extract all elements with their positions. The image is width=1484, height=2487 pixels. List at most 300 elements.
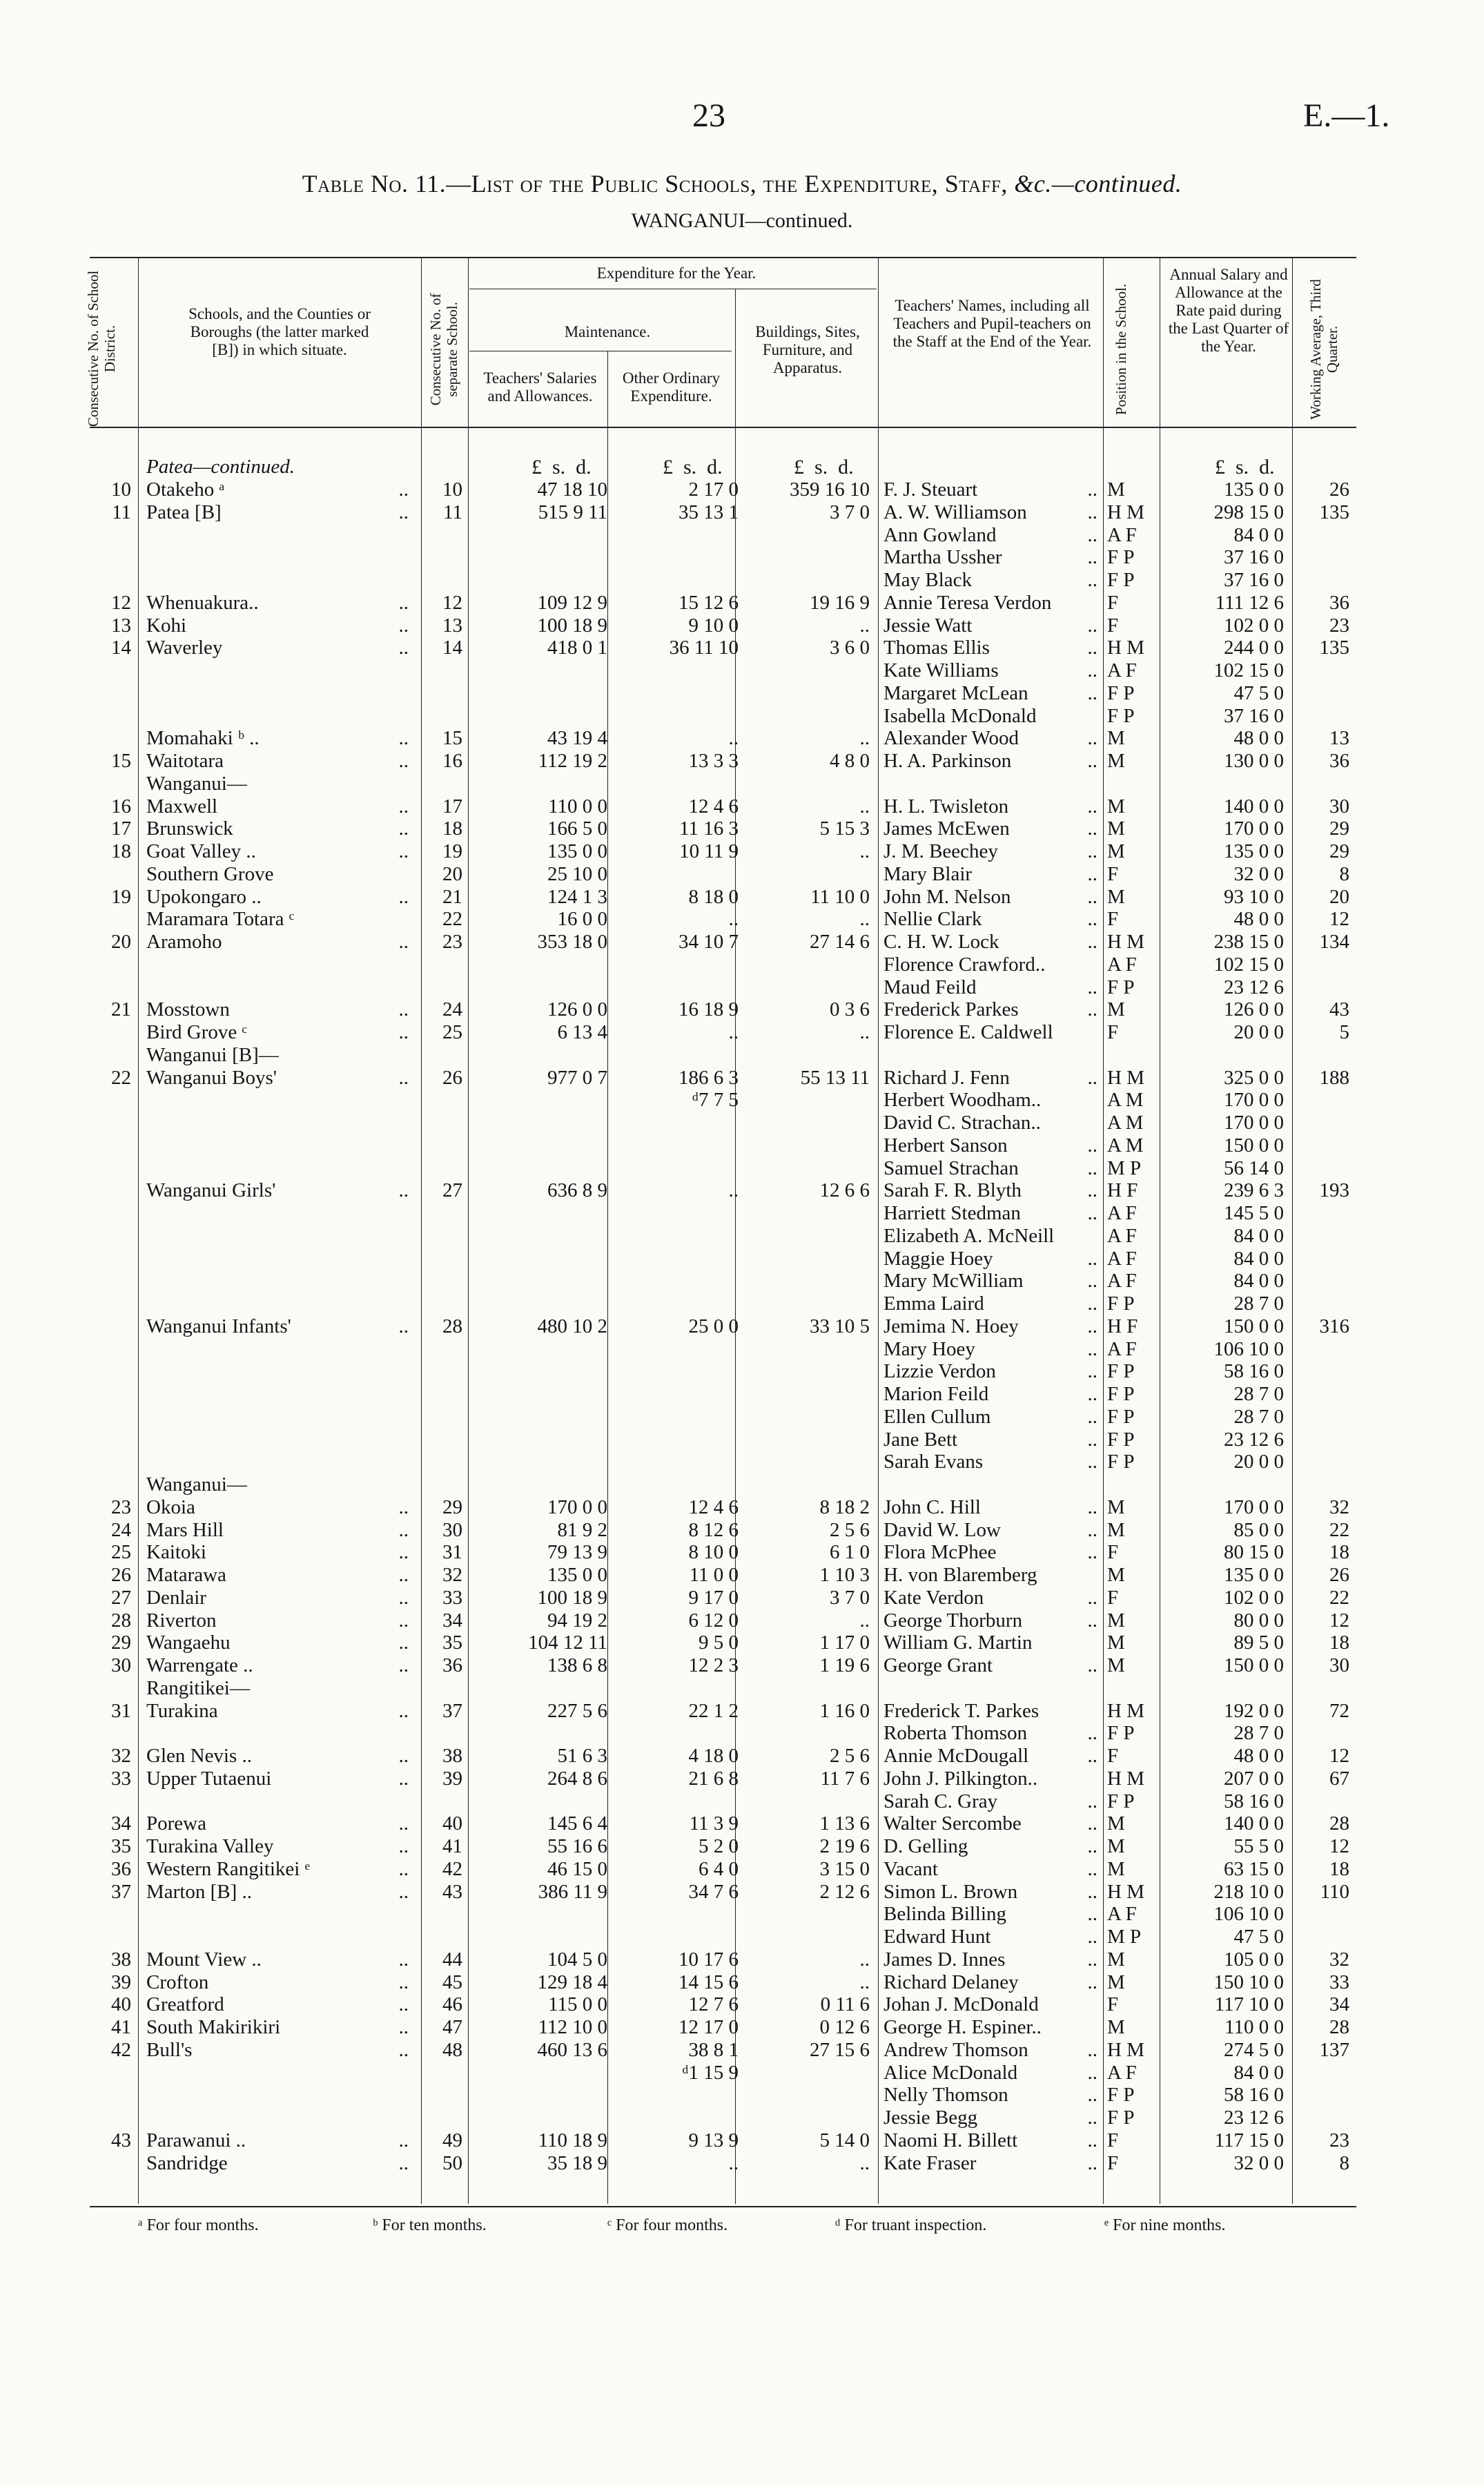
teacher-dots: .. [1087,682,1097,704]
series-reference: E.—1. [1303,97,1390,134]
school-no: 39 [442,1768,462,1790]
teacher-name: Vacant [883,1858,938,1880]
position-value: M [1107,1971,1125,1993]
position-value: H F [1107,1179,1138,1201]
annual-salary-value: 32 0 0 [1233,863,1284,885]
district-no: 12 [111,592,131,614]
position-value: M [1107,750,1125,772]
school-name: Wanganui Girls' [146,1179,276,1201]
position-value: H M [1107,1700,1144,1722]
annual-salary-value: 37 16 0 [1224,546,1284,568]
position-value: A F [1107,2062,1137,2084]
leader-dots: .. [398,886,409,908]
teacher-dots: .. [1087,1858,1097,1880]
school-no: 46 [442,1993,462,2015]
leader-dots: .. [398,2129,409,2151]
teacher-dots: .. [1087,2107,1097,2129]
district-no: 21 [111,998,131,1020]
table-row [0,524,1484,547]
table-row [0,615,1484,637]
position-value: F [1107,2152,1119,2174]
title-suffix: &c.—continued. [1007,170,1182,197]
district-no: 33 [111,1768,131,1790]
annual-salary-value: 48 0 0 [1233,1745,1284,1767]
working-average-value: 22 [1329,1519,1349,1541]
position-value: H F [1107,1315,1138,1337]
school-name: Wangaehu [146,1632,231,1654]
buildings-value: 8 18 2 [819,1496,870,1518]
table-row [0,1564,1484,1587]
buildings-value: 3 7 0 [830,501,870,523]
school-name: Crofton [146,1971,209,1993]
table-subtitle: WANGANUI—continued. [631,209,853,232]
position-value: A F [1107,1248,1137,1270]
annual-salary-value: 170 0 0 [1224,1112,1284,1134]
buildings-value: .. [859,1948,870,1971]
school-no: 31 [442,1541,462,1563]
school-no: 42 [442,1858,462,1880]
buildings-value: 1 10 3 [819,1564,870,1586]
teacher-dots: .. [1087,1881,1097,1903]
position-value: H M [1107,637,1144,659]
table-row [0,1993,1484,2016]
other-expenditure-value: 11 0 0 [689,1564,739,1586]
leader-dots: .. [398,501,409,523]
working-average-value: 30 [1329,1654,1349,1676]
annual-salary-value: 84 0 0 [1233,1248,1284,1270]
other-expenditure-value: 5 2 0 [699,1835,739,1857]
buildings-value: 3 6 0 [830,637,870,659]
teacher-name: Ellen Cullum [883,1406,991,1428]
teacher-name: Lizzie Verdon [883,1360,996,1382]
leader-dots: .. [398,817,409,840]
annual-salary-value: 298 15 0 [1213,501,1284,523]
teacher-name: May Black [883,569,973,591]
teacher-name: Jessie Watt [883,615,973,637]
other-expenditure-value: 14 15 6 [678,1971,739,1993]
header-schools: Schools, and the Counties or Boroughs (the latter marked [B]) in which situate. [188,305,371,358]
table-row [0,1451,1484,1473]
school-no: 27 [442,1179,462,1201]
working-average-value: 18 [1329,1858,1349,1880]
teacher-dots: .. [1087,1541,1097,1563]
teacher-dots: .. [1087,1812,1097,1835]
position-value: F [1107,908,1119,930]
working-average-value: 110 [1320,1881,1349,1903]
working-average-value: 13 [1329,727,1349,749]
school-no: 35 [442,1632,462,1654]
position-value: F [1107,1021,1119,1043]
buildings-value: 12 6 6 [819,1179,870,1201]
teacher-dots: .. [1087,1293,1097,1315]
salaries-value: 166 5 0 [547,817,607,840]
teacher-name: F. J. Steuart [883,478,978,501]
teacher-dots: .. [1087,1519,1097,1541]
table-row [0,2152,1484,2175]
table-row [0,546,1484,569]
salaries-value: 94 19 2 [547,1609,607,1632]
teacher-dots: .. [1087,1451,1097,1473]
position-value: H M [1107,931,1144,953]
school-name: Mount View .. [146,1948,262,1971]
table-row [0,1248,1484,1270]
school-no: 32 [442,1564,462,1586]
salaries-value: 138 6 8 [547,1654,607,1676]
district-no: 41 [111,2016,131,2038]
district-no: 23 [111,1496,131,1518]
annual-salary-value: 111 12 6 [1215,592,1284,614]
teacher-dots: .. [1087,1202,1097,1224]
annual-salary-value: 56 14 0 [1224,1157,1284,1179]
position-value: M [1107,840,1125,862]
working-average-value: 193 [1319,1179,1349,1201]
table-row [0,682,1484,705]
unit-other: £ s. d. [663,456,723,478]
salaries-value: 135 0 0 [547,1564,607,1586]
table-row [0,976,1484,999]
table-row [0,569,1484,592]
position-value: A F [1107,1202,1137,1224]
other-expenditure-value: 186 6 3 [678,1067,739,1089]
school-no: 34 [442,1609,462,1632]
district-no: 29 [111,1632,131,1654]
annual-salary-value: 150 10 0 [1213,1971,1284,1993]
teacher-name: George Grant [883,1654,993,1676]
salaries-value: 35 18 9 [547,2152,607,2174]
salaries-value: 109 12 9 [537,592,607,614]
other-expenditure-value: 12 4 6 [688,795,739,817]
buildings-value: 1 17 0 [819,1632,870,1654]
teacher-name: Jane Bett [883,1429,958,1451]
teacher-dots: .. [1087,998,1097,1020]
teacher-dots: .. [1087,1360,1097,1382]
teacher-dots: .. [1087,1067,1097,1089]
other-expenditure-value: ᵈ1 15 9 [682,2062,739,2084]
position-value: F P [1107,1790,1135,1812]
teacher-name: A. W. Williamson [883,501,1027,523]
teacher-name: Andrew Thomson [883,2039,1028,2061]
annual-salary-value: 80 15 0 [1224,1541,1284,1563]
annual-salary-value: 239 6 3 [1224,1179,1284,1201]
table-row [0,1179,1484,1202]
salaries-value: 386 11 9 [538,1881,607,1903]
school-no: 22 [442,908,462,930]
school-name: South Makirikiri [146,2016,281,2038]
teacher-name: Maud Feild [883,976,977,998]
annual-salary-value: 48 0 0 [1233,908,1284,930]
salaries-value: 170 0 0 [547,1496,607,1518]
teacher-name: Annie McDougall [883,1745,1029,1767]
district-no: 34 [111,1812,131,1835]
teacher-dots: .. [1087,727,1097,749]
footnote-e: ᵉ For nine months. [1104,2216,1226,2234]
teacher-name: Johan J. McDonald [883,1993,1039,2015]
other-expenditure-value: 8 10 0 [688,1541,739,1563]
annual-salary-value: 28 7 0 [1233,1383,1284,1405]
position-value: F [1107,1587,1119,1609]
leader-dots: .. [398,931,409,953]
salaries-value: 55 16 6 [547,1835,607,1857]
table-row [0,1383,1484,1406]
annual-salary-value: 80 0 0 [1233,1609,1284,1632]
school-no: 12 [442,592,462,614]
district-no: 16 [111,795,131,817]
teacher-name: Alexander Wood [883,727,1019,749]
salaries-value: 227 5 6 [547,1700,607,1722]
other-expenditure-value: 38 8 1 [688,2039,739,2061]
table-row [0,1745,1484,1768]
other-expenditure-value: 35 13 1 [678,501,739,523]
table-row [0,1089,1484,1112]
school-name: Parawanui .. [146,2129,246,2151]
school-no: 47 [442,2016,462,2038]
position-value: F [1107,2129,1119,2151]
table-row [0,931,1484,954]
school-name: Whenuakura.. [146,592,259,614]
buildings-value: 55 13 11 [800,1067,870,1089]
table-row [0,1700,1484,1723]
leader-dots: .. [398,1021,409,1043]
teacher-name: H. von Blaremberg [883,1564,1037,1586]
table-row [0,1293,1484,1315]
teacher-dots: .. [1087,1496,1097,1518]
annual-salary-value: 89 5 0 [1233,1632,1284,1654]
table-row [0,1067,1484,1090]
salaries-value: 46 15 0 [547,1858,607,1880]
teacher-dots: .. [1087,840,1097,862]
district-no: 27 [111,1587,131,1609]
other-expenditure-value: 9 17 0 [688,1587,739,1609]
district-no: 14 [111,637,131,659]
district-no: 30 [111,1654,131,1676]
working-average-value: 36 [1329,750,1349,772]
teacher-name: John C. Hill [883,1496,981,1518]
working-average-value: 12 [1329,908,1349,930]
salaries-value: 104 12 11 [528,1632,607,1654]
position-value: F P [1107,1451,1135,1473]
working-average-value: 29 [1329,840,1349,862]
annual-salary-value: 274 5 0 [1224,2039,1284,2061]
school-name: Waitotara [146,750,224,772]
other-expenditure-value: 25 0 0 [688,1315,739,1337]
group-heading: Rangitikei— [146,1677,250,1699]
table-row [0,705,1484,728]
table-row [0,1270,1484,1293]
annual-salary-value: 117 10 0 [1214,1993,1284,2015]
table-row [0,2062,1484,2084]
buildings-value: 27 14 6 [810,931,870,953]
working-average-value: 36 [1329,592,1349,614]
annual-salary-value: 106 10 0 [1213,1903,1284,1925]
table-row [0,1858,1484,1881]
buildings-value: 1 16 0 [819,1700,870,1722]
district-no: 38 [111,1948,131,1971]
leader-dots: .. [398,592,409,614]
teacher-name: J. M. Beechey [883,840,998,862]
teacher-name: Roberta Thomson [883,1722,1028,1744]
annual-salary-value: 48 0 0 [1233,727,1284,749]
teacher-name: David W. Low [883,1519,1001,1541]
school-no: 33 [442,1587,462,1609]
position-value: F P [1107,976,1135,998]
header-district-no: Consecutive No. of School District. [85,270,118,427]
salaries-value: 104 5 0 [547,1948,607,1971]
school-no: 29 [442,1496,462,1518]
working-average-value: 29 [1329,817,1349,840]
district-no: 22 [111,1067,131,1089]
table-row [0,1654,1484,1677]
teacher-name: George Thorburn [883,1609,1023,1632]
annual-salary-value: 85 0 0 [1233,1519,1284,1541]
salaries-value: 81 9 2 [557,1519,607,1541]
leader-dots: .. [398,998,409,1020]
leader-dots: .. [398,2152,409,2174]
position-value: F P [1107,1360,1135,1382]
annual-salary-value: 47 5 0 [1233,682,1284,704]
teacher-name: Sarah C. Gray [883,1790,998,1812]
school-name: Mars Hill [146,1519,224,1541]
other-expenditure-value: 9 10 0 [688,615,739,637]
school-no: 30 [442,1519,462,1541]
school-name: Glen Nevis .. [146,1745,253,1767]
annual-salary-value: 37 16 0 [1224,705,1284,727]
annual-salary-value: 238 15 0 [1213,931,1284,953]
unit-annual: £ s. d. [1215,456,1275,478]
other-expenditure-value: 11 16 3 [679,817,739,840]
school-no: 11 [443,501,462,523]
teacher-dots: .. [1087,886,1097,908]
group-heading: Wanganui— [146,1473,247,1496]
buildings-value: 0 12 6 [819,2016,870,2038]
other-expenditure-value: 10 17 6 [678,1948,739,1971]
teacher-dots: .. [1087,1903,1097,1925]
other-expenditure-value: 12 7 6 [688,1993,739,2015]
teacher-name: Flora McPhee [883,1541,997,1563]
annual-salary-value: 28 7 0 [1233,1293,1284,1315]
teacher-name: Frederick Parkes [883,998,1019,1020]
school-no: 26 [442,1067,462,1089]
position-value: F P [1107,2084,1135,2106]
leader-dots: .. [398,1519,409,1541]
position-value: M P [1107,1157,1142,1179]
footnote-b: ᵇ For ten months. [373,2216,487,2234]
table-row [0,1157,1484,1180]
table-row [0,637,1484,659]
teacher-dots: .. [1087,1971,1097,1993]
teacher-dots: .. [1087,1745,1097,1767]
school-no: 20 [442,863,462,885]
leader-dots: .. [398,1496,409,1518]
teacher-dots: .. [1087,1587,1097,1609]
district-no: 18 [111,840,131,862]
district-no: 11 [112,501,131,523]
teacher-name: Richard J. Fenn [883,1067,1010,1089]
district-no: 35 [111,1835,131,1857]
school-no: 14 [442,637,462,659]
working-average-value: 28 [1329,2016,1349,2038]
teacher-dots: .. [1087,2039,1097,2061]
table-row [0,1541,1484,1564]
teacher-name: Sarah Evans [883,1451,984,1473]
school-name: Denlair [146,1587,206,1609]
teacher-name: C. H. W. Lock [883,931,999,953]
school-name: Upper Tutaenui [146,1768,272,1790]
position-value: F [1107,592,1119,614]
position-value: F P [1107,569,1135,591]
buildings-value: 33 10 5 [810,1315,870,1337]
working-average-value: 18 [1329,1541,1349,1563]
buildings-value: .. [859,1971,870,1993]
position-value: F P [1107,1429,1135,1451]
teacher-name: Maggie Hoey [883,1248,993,1270]
teacher-name: Nelly Thomson [883,2084,1008,2106]
working-average-value: 32 [1329,1496,1349,1518]
leader-dots: .. [398,2016,409,2038]
school-name: Patea [B] [146,501,222,523]
buildings-value: 2 19 6 [819,1835,870,1857]
teacher-name: Alice McDonald [883,2062,1018,2084]
table-row [0,1112,1484,1134]
unit-buildings: £ s. d. [794,456,854,478]
annual-salary-value: 84 0 0 [1233,1225,1284,1247]
other-expenditure-value: 34 10 7 [678,931,739,953]
table-row [0,592,1484,615]
other-expenditure-value: 6 12 0 [688,1609,739,1632]
section-heading: Patea—continued. [146,456,295,478]
other-expenditure-value: 12 17 0 [678,2016,739,2038]
salaries-value: 110 18 9 [538,2129,607,2151]
buildings-value: 3 15 0 [819,1858,870,1880]
teacher-name: Mary Hoey [883,1338,975,1360]
working-average-value: 23 [1329,615,1349,637]
working-average-value: 135 [1319,501,1349,523]
teacher-dots: .. [1087,2129,1097,2151]
annual-salary-value: 28 7 0 [1233,1722,1284,1744]
table-row [0,2016,1484,2039]
working-average-value: 12 [1329,1835,1349,1857]
title-prefix: Table No. 11.—List of the [302,170,591,197]
school-no: 10 [442,478,462,501]
buildings-value: 6 1 0 [830,1541,870,1563]
teacher-dots: .. [1087,1948,1097,1971]
teacher-name: Walter Sercombe [883,1812,1022,1835]
other-expenditure-value: .. [728,908,739,930]
school-name: Brunswick [146,817,233,840]
salaries-value: 79 13 9 [547,1541,607,1563]
buildings-value: .. [859,727,870,749]
table-row [0,2129,1484,2152]
position-value: F [1107,1993,1119,2015]
other-expenditure-value: .. [728,727,739,749]
footnote-a: ᵃ For four months. [138,2216,259,2234]
school-name: Maramara Totara ᶜ [146,908,295,930]
salaries-value: 110 0 0 [548,795,607,817]
district-no: 15 [111,750,131,772]
teacher-name: Simon L. Brown [883,1881,1018,1903]
salaries-value: 480 10 2 [537,1315,607,1337]
other-expenditure-value: .. [728,2152,739,2174]
salaries-value: 100 18 9 [537,615,607,637]
teacher-name: John M. Nelson [883,886,1011,908]
working-average-value: 26 [1329,1564,1349,1586]
leader-dots: .. [398,1971,409,1993]
other-expenditure-value: 13 3 3 [688,750,739,772]
header-bottom-rule [90,427,1356,428]
leader-dots: .. [398,1067,409,1089]
buildings-value: 0 11 6 [820,1993,870,2015]
table-row [0,1881,1484,1904]
working-average-value: 26 [1329,478,1349,501]
